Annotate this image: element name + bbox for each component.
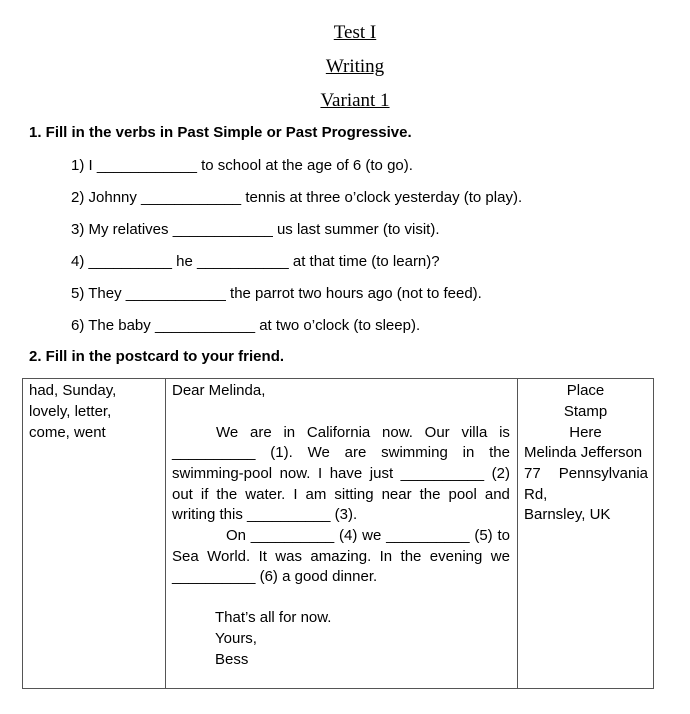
letter-word: the bbox=[216, 486, 238, 503]
letter-word: we bbox=[362, 527, 382, 544]
letter-word: swimming bbox=[381, 444, 448, 461]
stamp-label: Here bbox=[569, 424, 602, 441]
letter-word: the bbox=[489, 444, 510, 461]
letter-word: I bbox=[317, 465, 323, 482]
letter-word: now. bbox=[382, 424, 413, 441]
letter-word: near bbox=[381, 486, 412, 503]
letter-line-4 bbox=[172, 486, 510, 503]
letter-word: Our bbox=[424, 424, 450, 441]
address-name: Melinda Jefferson bbox=[524, 444, 643, 461]
word-bank-line: had, Sunday, bbox=[29, 382, 117, 399]
letter-word: I bbox=[293, 486, 298, 503]
letter-word: (1). bbox=[270, 444, 293, 461]
task2-heading: 2. Fill in the postcard to your friend. bbox=[29, 348, 285, 365]
task1-item-5: 5) They ____________ the parrot two hours ago (not to feed). bbox=[71, 285, 482, 302]
letter-closing: That’s all for now. bbox=[215, 609, 332, 626]
address-street bbox=[524, 465, 648, 482]
address-city: Barnsley, UK bbox=[524, 506, 611, 523]
word-bank-line: come, went bbox=[29, 424, 106, 441]
letter-word: in bbox=[283, 424, 296, 441]
letter-word: Sea bbox=[172, 548, 199, 565]
word-bank-line: lovely, letter, bbox=[29, 403, 112, 420]
stamp-label: Stamp bbox=[563, 403, 608, 420]
letter-line-1 bbox=[216, 424, 510, 441]
letter-word: and bbox=[484, 486, 510, 503]
task1-item-1: 1) I ____________ to school at the age of 6 (to go). bbox=[71, 157, 413, 174]
postcard-table bbox=[22, 378, 654, 689]
task1-item-4: 4) __________ he ___________ at that time (to learn)? bbox=[71, 253, 440, 270]
letter-word: (4) bbox=[339, 527, 358, 544]
letter-line-7 bbox=[172, 548, 510, 565]
test-title: Test I bbox=[333, 22, 377, 43]
letter-word: __________ bbox=[250, 527, 335, 544]
section-title: Writing bbox=[325, 56, 385, 77]
address-column bbox=[518, 379, 653, 688]
letter-word: (5) bbox=[474, 527, 493, 544]
letter-word: We bbox=[307, 444, 330, 461]
task1-item-6: 6) The baby ____________ at two o’clock (to sleep). bbox=[71, 317, 421, 334]
letter-word: to bbox=[497, 527, 510, 544]
letter-word: It bbox=[258, 548, 267, 565]
task1-item-3: 3) My relatives ____________ us last summer (to visit). bbox=[71, 221, 440, 238]
letter-word: are bbox=[250, 424, 272, 441]
letter-word: the bbox=[400, 548, 422, 565]
letter-word: out bbox=[172, 486, 193, 503]
letter-word: the bbox=[419, 486, 441, 503]
letter-word: On bbox=[226, 527, 247, 544]
letter-word: pool bbox=[448, 486, 477, 503]
letter-word: we bbox=[490, 548, 510, 565]
word-bank-column bbox=[23, 379, 166, 688]
letter-word: villa bbox=[461, 424, 488, 441]
letter-sign-off: Yours, bbox=[215, 630, 257, 647]
letter-word: now. bbox=[279, 465, 311, 482]
address-street-end: Rd, bbox=[524, 486, 548, 503]
letter-line-8: __________ (6) a good dinner. bbox=[172, 568, 378, 585]
letter-word: was bbox=[275, 548, 302, 565]
letter-word: are bbox=[344, 444, 367, 461]
letter-word: We bbox=[216, 424, 239, 441]
letter-word: sitting bbox=[334, 486, 374, 503]
letter-signature: Bess bbox=[215, 651, 249, 668]
letter-word: __________ bbox=[386, 527, 470, 544]
letter-word: is bbox=[499, 424, 510, 441]
letter-word: water. bbox=[245, 486, 286, 503]
letter-line-5: writing this __________ (3). bbox=[172, 506, 358, 523]
letter-word: (2) bbox=[491, 465, 510, 482]
letter-word: evening bbox=[429, 548, 483, 565]
letter-word: 77 bbox=[524, 465, 541, 482]
letter-line-2 bbox=[172, 444, 510, 461]
task1-heading: 1. Fill in the verbs in Past Simple or Past Progressive. bbox=[29, 124, 412, 141]
letter-word: Pennsylvania bbox=[558, 465, 648, 482]
letter-word: __________ bbox=[400, 465, 485, 482]
letter-word: in bbox=[462, 444, 475, 461]
variant-title: Variant 1 bbox=[320, 90, 390, 111]
letter-word: have bbox=[329, 465, 363, 482]
letter-line-3 bbox=[172, 465, 510, 482]
letter-word: just bbox=[369, 465, 394, 482]
task1-item-2: 2) Johnny ____________ tennis at three o’clock yesterday (to play). bbox=[71, 189, 523, 206]
letter-word: __________ bbox=[172, 444, 256, 461]
letter-word: if bbox=[200, 486, 209, 503]
stamp-label: Place bbox=[566, 382, 605, 399]
letter-word: amazing. bbox=[310, 548, 372, 565]
letter-word: am bbox=[305, 486, 327, 503]
letter-line-6 bbox=[226, 527, 510, 544]
letter-greeting: Dear Melinda, bbox=[172, 382, 266, 399]
letter-word: In bbox=[379, 548, 393, 565]
letter-word: World. bbox=[207, 548, 251, 565]
letter-word: California bbox=[306, 424, 371, 441]
letter-word: swimming-pool bbox=[172, 465, 273, 482]
letter-column bbox=[166, 379, 518, 688]
